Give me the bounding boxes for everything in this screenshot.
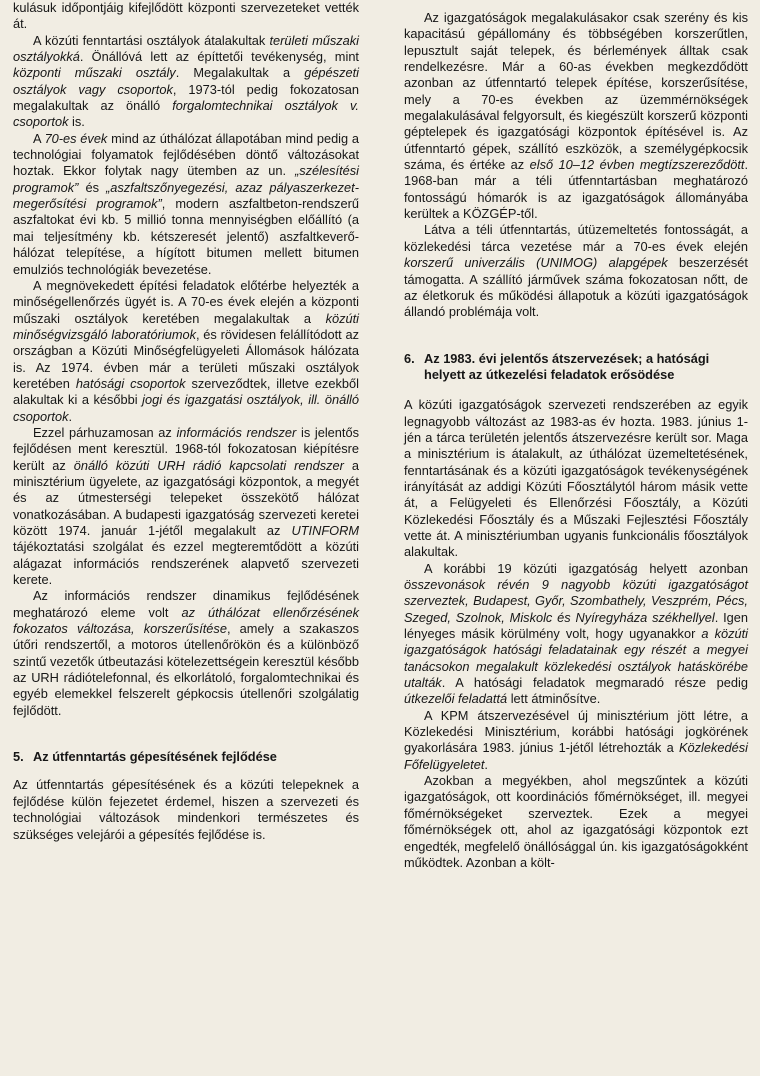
section-heading	[404, 351, 748, 384]
emphasis-text: központi műszaki osztály	[13, 65, 176, 81]
paragraph: A megnövekedett építési feladatok előtérbe helyezték a minőségellenőrzés ügyét is. A 70-es évek elején a központi műszaki osztályok keretében megalakultak a közúti minőségvizsgáló laboratóriumok, és rövidesen felállítódott az országban a Közúti Minőségfelügyeleti Állomások hálózata is. Az 1974. évben már a területi műszaki osztályok keretében hatósági csoportok szerveződtek, illetve ezekből alakultak ki a későbbi jogi és igazgatási osztályok, ill. önálló csoportok.	[13, 277, 359, 424]
emphasis-text: közúti minőségvizsgáló laboratóriumok	[13, 310, 359, 342]
paragraph: Az információs rendszer dinamikus fejlődésének meghatározó eleme volt az úthálózat ellenőrzésének fokozatos változása, korszerűsítése, amely a szakaszos útőri rendszertől, a motoros útellenőrökön és a különböző szintű vezetők útbeutazási kötelezettségein keresztül később az URH rádiótelefonnal, és elkorlátoló, forgalomtechnikai és egyéb elemekkel felszerelt gépkocsis útellenőri szolgálatig fejlődött.	[13, 588, 360, 718]
emphasis-text: 70-es évek	[44, 130, 108, 146]
emphasis-text: területi műszaki osztályokká	[13, 32, 359, 65]
emphasis-text: a közúti igazgatóságok hatósági feladatainak egy részét a megyei tanácsokon megalakult közlekedési osztályok hatáskörébe utalták	[404, 626, 748, 691]
emphasis-text: önálló közúti URH rádió kapcsolati rendszer	[73, 457, 344, 473]
paragraph: A közúti igazgatóságok szervezeti rendszerében az egyik legnagyobb változást az 1983-as év hozta. 1983. június 1-jén a tárca területén jelentős átszervezésre került sor. Maga a minisztérium is átalakult, az úthálózat üzemeltetésének, fenntartásának és a közúti igazgatóságok tevékenységének irányítását az addigi Közúti Főosztálytól három másik vette át, a Felügyeleti és Ellenőrzési Főosztály, a Közúti Közlekedési Főosztály és a Műszaki Fejlesztési Főosztály vette át. A minisztériumban ugyanis funkcionális főosztályok alakultak.	[404, 397, 748, 560]
emphasis-text: első 10–12 évben megtízszereződött	[529, 157, 745, 173]
emphasis-text: jogi és igazgatási osztályok, ill. önálló csoportok	[13, 392, 359, 424]
paragraph: A közúti fenntartási osztályok átalakultak területi műszaki osztályokká. Önállóvá lett az építtetői tevékenység, mint központi műszaki osztály. Megalakultak a gépészeti osztályok vagy csoportok, 1973-tól pedig fokozatosan megalakultak az önálló forgalomtechnikai osztályok v. csoportok is.	[13, 32, 359, 130]
section-title: Az útfenntartás gépesítésének fejlődése	[33, 749, 277, 765]
emphasis-text: „szélesítési programok”	[13, 163, 359, 195]
paragraph: A korábbi 19 közúti igazgatóság helyett azonban összevonások révén 9 nagyobb közúti igazgatóságot szerveztek, Budapest, Győr, Szombathely, Veszprém, Pécs, Szeged, Szolnok, Miskolc és Nyíregyháza székhellyel. Igen lényeges másik körülmény volt, hogy ugyanakkor a közúti igazgatóságok hatósági feladatainak egy részét a megyei tanácsokon megalakult közlekedési osztályok hatáskörébe utalták. A hatósági feladatok megmaradó része pedig útkezelői feladattá lett átminősítve.	[404, 560, 748, 707]
paragraph: Ezzel párhuzamosan az információs rendszer is jelentős fejlődésen ment keresztül. 1968-tól fokozatosan kiépítésre került az önálló közúti URH rádió kapcsolati rendszer a minisztérium ügyelete, az igazgatósági központok, a megyét és az útmesterségi telepeket összekötő hálózat vonatkozásában. A budapesti igazgatóság szervezeti keretei között 1974. január 1-jétől megalakult az UTINFORM tájékoztatási szolgálat és ezzel megteremtődött a közúti alágazat információs rendszerének alapvető szervezeti kerete.	[13, 424, 360, 588]
emphasis-text: összevonások révén 9 nagyobb közúti igazgatóságot szerveztek, Budapest, Győr, Szombathely, Veszprém, Pécs, Szeged, Szolnok, Miskolc és Nyíregyháza székhellyel	[404, 577, 748, 625]
paragraph: Látva a téli útfenntartás, útüzemeltetés fontosságát, a közlekedési tárca vezetése már a 70-es évek elején korszerű univerzális (UNIMOG) alapgépek beszerzését támogatta. A szállító járművek száma fokozatosan nőtt, de az életkoruk és működési állapotuk a közúti igazgatóságok állandó problémája volt.	[404, 222, 748, 320]
emphasis-text: „aszfaltszőnyegezési, azaz pályaszerkezet-megerősítési programok”	[13, 179, 359, 212]
emphasis-text: forgalomtechnikai osztályok v. csoportok	[13, 98, 359, 130]
emphasis-text: az úthálózat ellenőrzésének fokozatos változása, korszerűsítése	[13, 604, 359, 637]
emphasis-text: gépészeti osztályok vagy csoportok	[13, 65, 359, 97]
emphasis-text: útkezelői feladattá	[404, 691, 508, 707]
emphasis-text: korszerű univerzális (UNIMOG) alapgépek	[404, 255, 668, 271]
section-title: Az 1983. évi jelentős átszervezések; a hatósági helyett az útkezelési feladatok erősödése	[424, 350, 710, 382]
emphasis-text: hatósági csoportok	[75, 375, 186, 391]
emphasis-text: Közlekedési Főfelügyeletet	[404, 740, 748, 772]
paragraph: Az igazgatóságok megalakulásakor csak szerény és kis kapacitású gépállomány és többségében korszerűtlen, lepusztult saját telepek, és bérlemények álltak csak rendelkezésre. Már a 60-as években megkezdődött azonban az útfenntartó telepek építése, korszerűsítése, mely a 70-es években az üzemmérnökségek megalakulásával felgyorsult, és kiegészült korszerű központi géptelepek és igazgatósági központok építésével is. Az útfenntartó gépek, szállító eszközök, a személygépkocsik száma, és értéke az első 10–12 évben megtízszereződött. 1968-ban már a téli útfenntartásban meghatározó fontosságú hómarók is az igazgatóságok állományába kerültek a KÖZGÉP-től.	[404, 10, 748, 222]
paragraph: A 70-es évek mind az úthálózat állapotában mind pedig a technológiai folyamatok fejlődésében döntő változásokat hoztak. Ekkor folytak nagy ütemben az un. „szélesítési programok” és „aszfaltszőnyegezési, azaz pályaszerkezet-megerősítési programok”, modern aszfaltbeton-rendszerű aszfaltokat évi kb. 5 millió tonna mennyiségben előállító (a mai teljesítmény kb. kétszeresét jelentő) aszfaltkeverő-hálózat telepítése, a hígított bitumen mellett bitumen emulziós technológiák bevezetése.	[13, 130, 359, 277]
right-column	[404, 10, 748, 871]
paragraph: kulásuk időpontjáig kifejlődött központi szervezeteket vették át.	[13, 0, 359, 32]
paragraph: A KPM átszervezésével új minisztérium jött létre, a Közlekedési Minisztérium, korábbi hatósági jogkörének gyakorlására 1983. június 1-jétől létrehozták a Közlekedési Főfelügyeletet.	[404, 707, 748, 772]
paragraph: Az útfenntartás gépesítésének és a közúti telepeknek a fejlődése külön fejezetet érdemel, hiszen a szervezeti és technológiai változások mindenkori természetes és szükséges velejárói a gépesítés fejlődése is.	[13, 777, 359, 842]
section-number: 5.	[13, 749, 24, 765]
emphasis-text: információs rendszer	[176, 424, 297, 440]
paragraph: Azokban a megyékben, ahol megszűntek a közúti igazgatóságok, ott koordinációs főmérnökséget, ill. megyei főmérnökségeket szerveztek. Ezek a megyei főmérnökségek ott, ahol az igazgatósági központok ezt engedték, megfelelő önállósággal ún. kis igazgatóságokként működtek. Azonban a költ-	[404, 773, 748, 870]
section-number: 6.	[404, 350, 415, 366]
left-column	[13, 0, 359, 843]
section-heading	[13, 749, 359, 765]
emphasis-text: UTINFORM	[291, 523, 359, 538]
